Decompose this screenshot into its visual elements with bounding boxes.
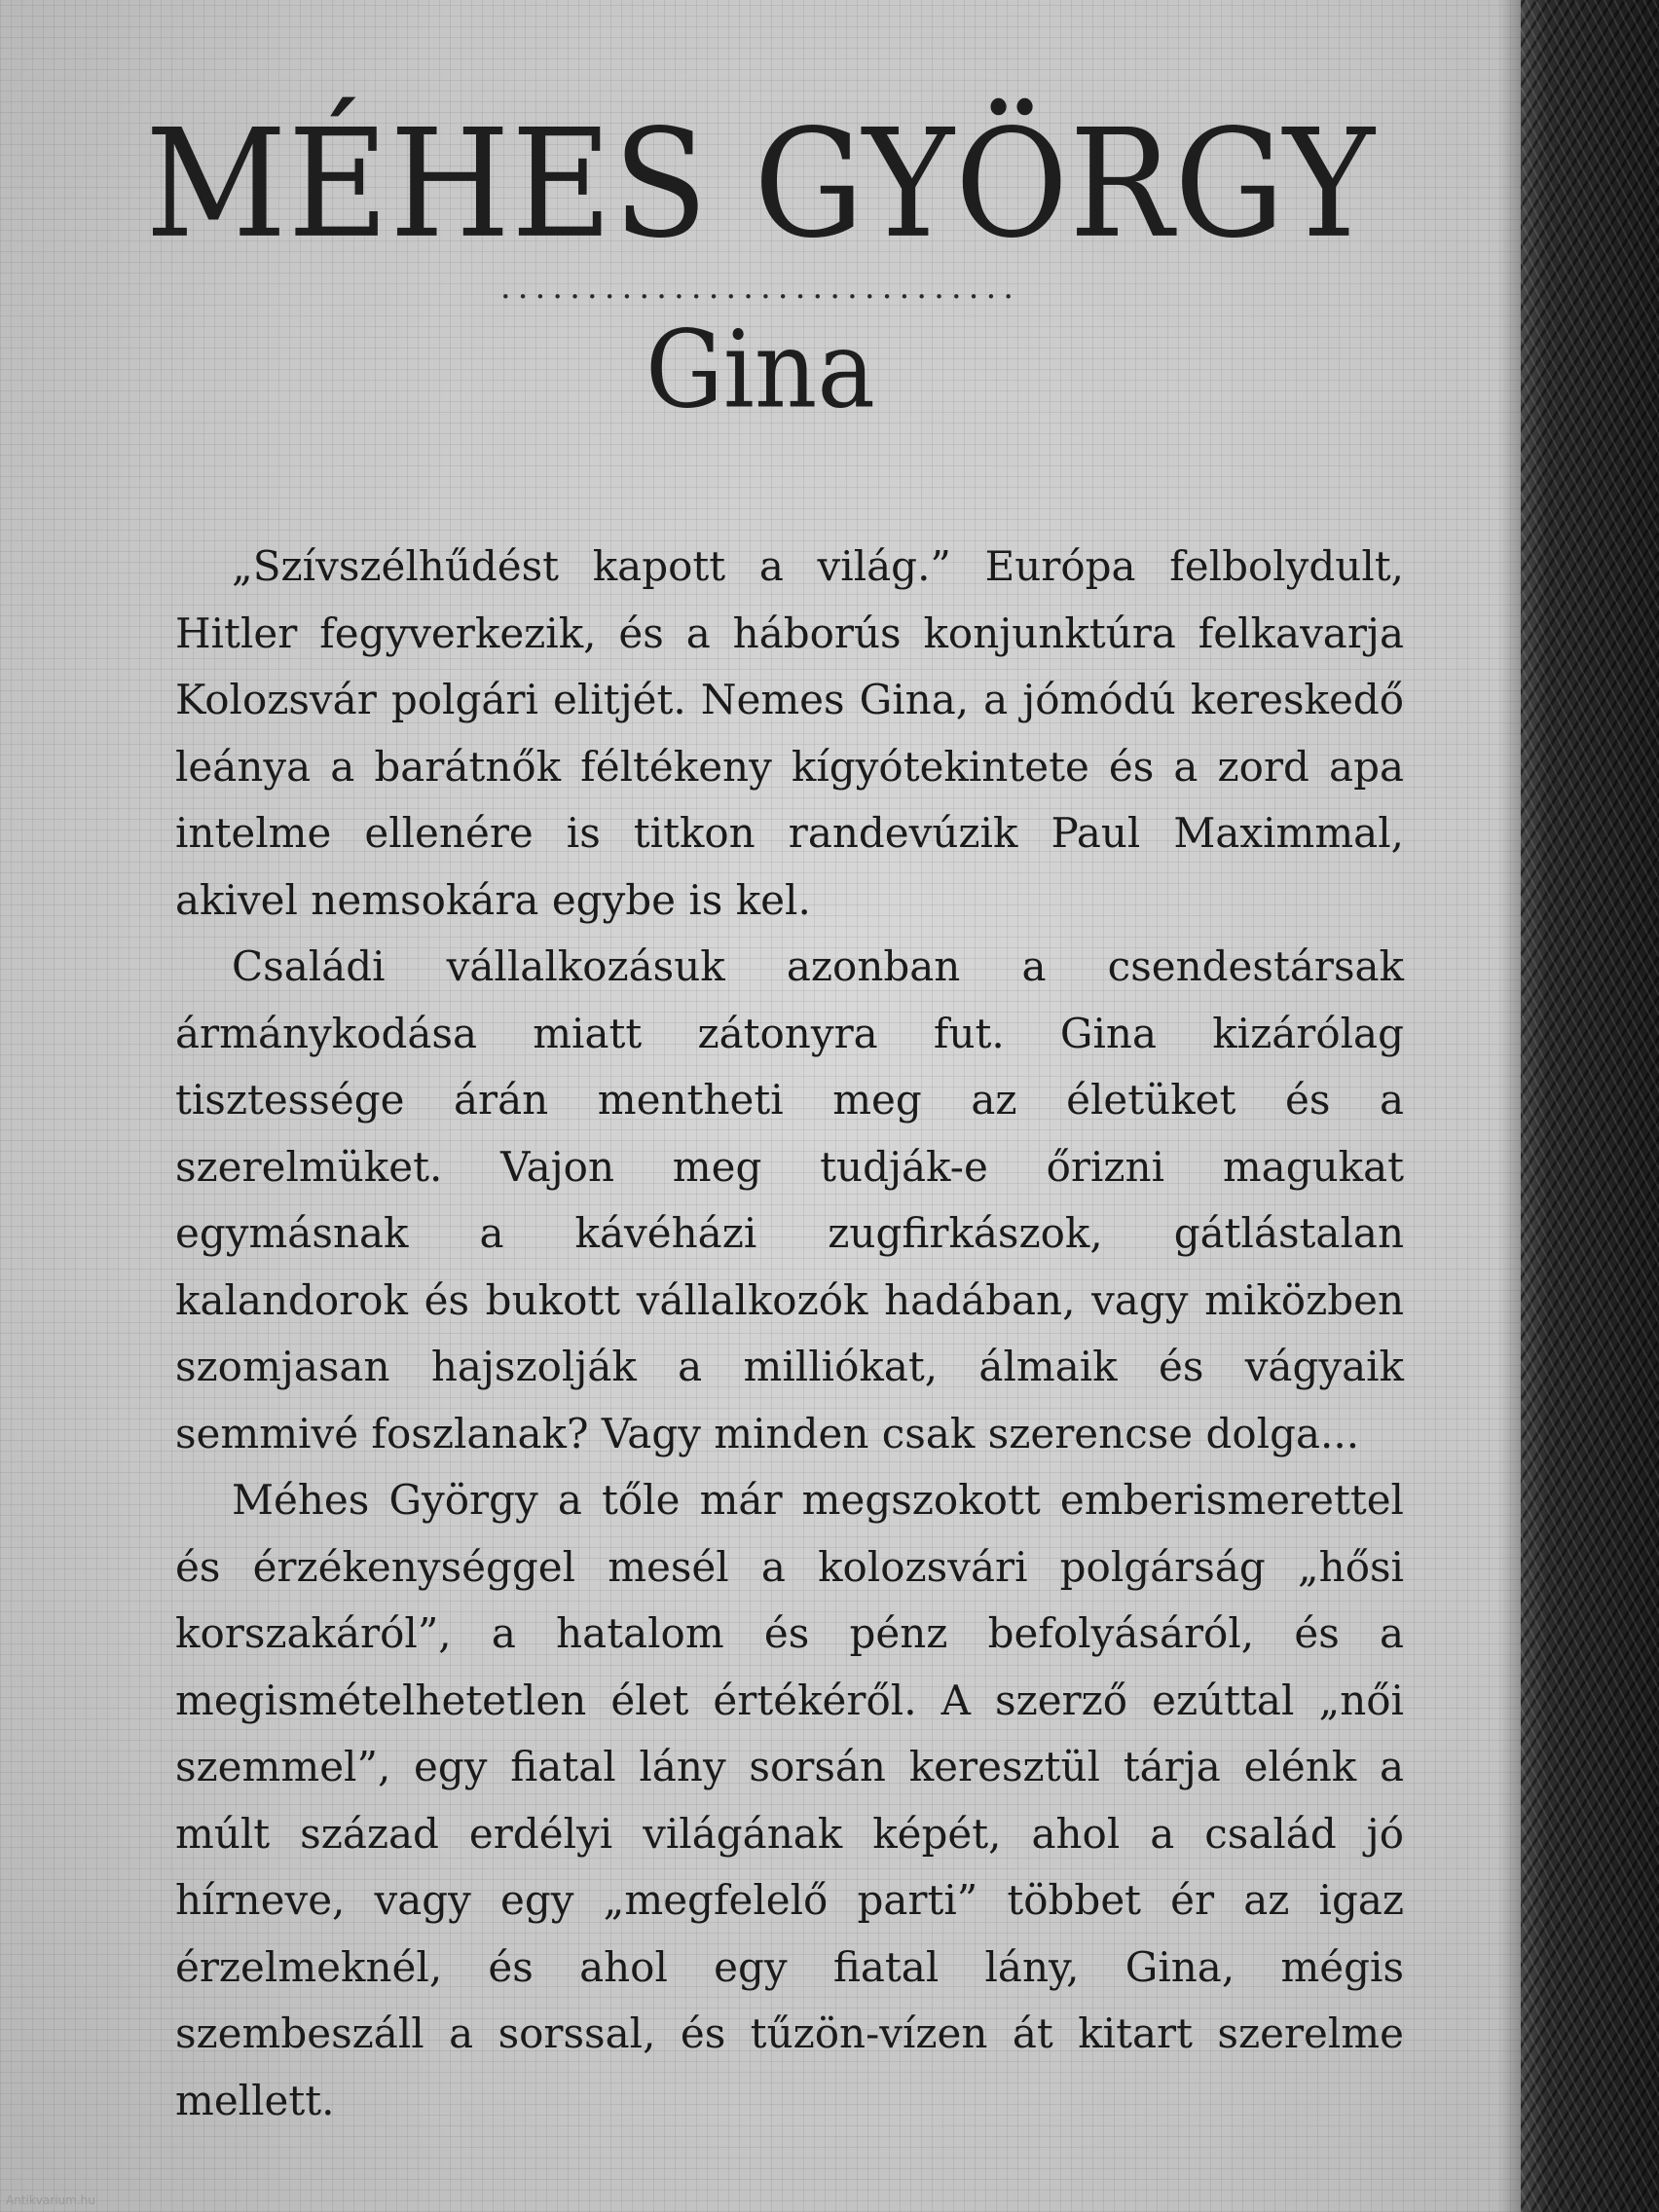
author-name: MÉHES GYÖRGY bbox=[145, 97, 1376, 272]
blurb-paragraph-1: „Szívszélhűdést kapott a világ.” Európa felbolydult, Hitler fegyverkezik, és a háborús konjunktúra felkavarja Kolozsvár polgári elitjét. Nemes Gina, a jómódú kereskedő leánya a barátnők féltékeny kígyótekintete és a zord apa intelme ellenére is titkon randevúzik Paul Maximmal, akivel nemsokára egybe is kel. bbox=[175, 542, 1404, 924]
dotted-divider: .............................. bbox=[499, 268, 1021, 307]
blurb-text bbox=[175, 534, 1404, 2134]
book-spine bbox=[1521, 0, 1659, 2212]
blurb-paragraph-3: Méhes György a tőle már megszokott emberismerettel és érzékenységgel mesél a kolozsvári polgárság „hősi korszakáról”, a hatalom és pénz befolyásáról, és a megismételhetetlen élet értékéről. A szerző ezúttal „női szemmel”, egy fiatal lány sorsán keresztül tárja elénk a múlt század erdélyi világának képét, ahol a család jó hírneve, vagy egy „megfelelő parti” többet ér az igaz érzelmeknél, és ahol egy fiatal lány, Gina, mégis szembeszáll a sorssal, és tűzön-vízen át kitart szerelme mellett. bbox=[175, 1476, 1404, 2124]
watermark-text: Antikvarium.hu bbox=[6, 2194, 95, 2207]
page-edge-shadow bbox=[1499, 0, 1521, 2212]
book-title: Gina bbox=[645, 307, 875, 432]
blurb-paragraph-2: Családi vállalkozásuk azonban a csendestársak ármánykodása miatt zátonyra fut. Gina kizárólag tisztessége árán mentheti meg az életüket és a szerelmüket. Vajon meg tudják-e őrizni magukat egymásnak a kávéházi zugfirkászok, gátlástalan kalandorok és bukott vállalkozók hadában, vagy miközben szomjasan hajszolják a milliókat, álmaik és vágyaik semmivé foszlanak? Vagy minden csak szerencse dolga... bbox=[175, 942, 1404, 1457]
